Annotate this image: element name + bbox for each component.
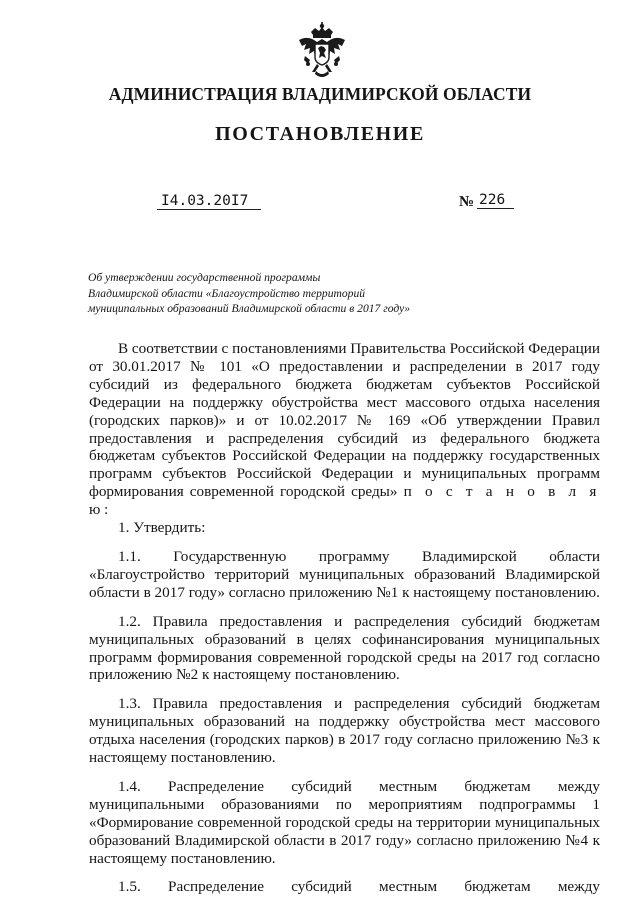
document-body	[89, 340, 600, 896]
clause-1-1: 1.1. Государственную программу Владимирской области «Благоустройство территорий муниципальных образований Владимирской области в 2017 году» согласно приложению №1 к настоящему постановлению.	[89, 547, 600, 601]
subject-line: муниципальных образований Владимирской области в 2017 году»	[88, 302, 411, 315]
clause-1: 1. Утвердить:	[118, 519, 206, 537]
document-number: 226	[477, 192, 514, 209]
coat-of-arms-icon	[296, 20, 348, 80]
preamble-paragraph	[89, 340, 600, 519]
document-date: I4.03.20I7	[157, 193, 261, 210]
clause-1-2: 1.2. Правила предоставления и распределения субсидий бюджетам муниципальных образований в целях софинансирования муниципальных программ формирования современной городской среды на 2017 год согласно приложению №2 к настоящему постановлению.	[89, 612, 600, 684]
preamble-decree-word: п о с т а н о в л я ю:	[89, 483, 601, 519]
subject-line: Об утверждении государственной программы	[88, 271, 321, 284]
document-type-title: ПОСТАНОВЛЕНИЕ	[215, 123, 425, 145]
clause-1-5: 1.5. Распределение субсидий местным бюджетам между	[118, 878, 600, 896]
document-number-label: №	[459, 194, 475, 210]
clause-1-4: 1.4. Распределение субсидий местным бюджетам между муниципальными образованиями по мероприятиям подпрограммы 1 «Формирование современной городской среды на территории муниципальных образований Владимирской области в 2017 году» согласно приложению №4 к настоящему постановлению.	[89, 777, 600, 867]
document-subject	[88, 270, 410, 317]
subject-line: Владимирской области «Благоустройство территорий	[88, 286, 366, 300]
organization-title: АДМИНИСТРАЦИЯ ВЛАДИМИРСКОЙ ОБЛАСТИ	[108, 84, 532, 104]
preamble-text: В соответствии с постановлениями Правительства Российской Федерации от 30.01.2017 № 101 «О предоставлении и распределении в 2017 году субсидий из федерального бюджета бюджетам субъектов Российской Федерации на поддержку обустройства мест массового отдыха населения (городских парков)» и от 10.02.2017 № 169 «Об утверждении Правил предоставления и распределения субсидий из федерального бюджета бюджетам субъектов Российской Федерации на поддержку государственных программ субъектов Российской Федерации и муниципальных программ формирования современной городской среды»	[89, 340, 601, 501]
clause-1-3: 1.3. Правила предоставления и распределения субсидий бюджетам муниципальных образований на поддержку обустройства мест массового отдыха населения (городских парков) в 2017 году согласно приложению №3 к настоящему постановлению.	[89, 695, 600, 767]
